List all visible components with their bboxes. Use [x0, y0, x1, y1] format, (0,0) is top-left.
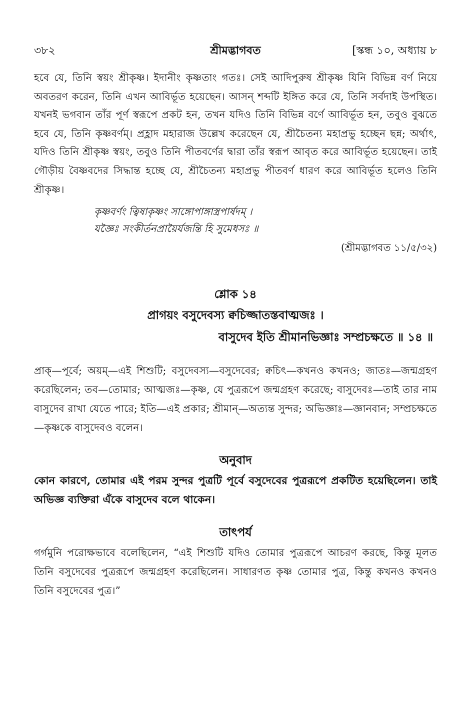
quoted-verse-line-1: কৃষ্ণবর্ণং ত্বিষাকৃষ্ণং সাঙ্গোপাঙ্গাস্ত্রপার্ষদম্ ।: [94, 207, 253, 219]
purport-heading: তাৎপর্য: [219, 525, 252, 540]
page-body: [34, 70, 437, 611]
quoted-verse: [94, 204, 437, 238]
translation-text: কোন কারণে, তোমার এই পরম সুন্দর পুত্রটি পূর্বে বসুদেবের পুত্ররূপে প্রকটিত হয়েছিলেন। তাই অভিজ্ঞ ব্যক্তিরা এঁকে বাসুদেব বলে থাকেন।: [34, 475, 437, 507]
page-header: [34, 42, 437, 62]
page-number: ৩৮২: [34, 44, 56, 57]
sloka-line-2: বাসুদেব ইতি শ্রীমানভিজ্ঞাঃ সম্প্রচক্ষতে ॥ ১৪ ॥: [218, 330, 433, 345]
quoted-verse-line-2: যজ্ঞৈঃ সংকীর্তনপ্রায়ৈর্যজন্তি হি সুমেধসঃ ॥: [94, 224, 259, 236]
chapter-reference: [স্কন্ধ ১০, অধ্যায় ৮: [352, 44, 437, 57]
sloka-heading: শ্লোক ১৪: [214, 287, 257, 302]
translation-heading: অনুবাদ: [219, 453, 252, 468]
intro-paragraph: হবে যে, তিনি স্বয়ং শ্রীকৃষ্ণ। ইদানীং কৃষ্ণতাং গতঃ। সেই আদিপুরুষ শ্রীকৃষ্ণ যিনি বিভিন্ন বর্ণ নিয়ে অবতরণ করেন, তিনি এখন আবির্ভূত হয়েছেন। আসন্ শব্দটি ইঙ্গিত করে যে, তিনি সর্বদাই উপস্থিত। যখনই ভগবান তাঁর পূর্ণ স্বরূপে প্রকট হন, তখন যদিও তিনি বিভিন্ন বর্ণে আবির্ভূত হন, তবুও বুঝতে হবে যে, তিনি কৃষ্ণবর্ণম্। প্রহ্লাদ মহারাজ উল্লেখ করেছেন যে, শ্রীচৈতন্য মহাপ্রভু হচ্ছেন ছন্ন; অর্থাৎ, যদিও তিনি শ্রীকৃষ্ণ স্বয়ং, তবুও তিনি পীতবর্ণের দ্বারা তাঁর স্বরূপ আবৃত করে আবির্ভূত হয়েছেন। তাই গৌড়ীয় বৈষ্ণবদের সিদ্ধান্ত হচ্ছে যে, শ্রীচৈতন্য মহাপ্রভু পীতবর্ণ ধারণ করে আবির্ভূত হলেও তিনি শ্রীকৃষ্ণ।: [34, 73, 437, 196]
quote-source: (শ্রীমদ্ভাগবত ১১/৫/৩২): [340, 243, 437, 255]
purport-text: গর্গমুনি পরোক্ষভাবে বলেছিলেন, “এই শিশুটি যদিও তোমার পুত্ররূপে আচরণ করছে, কিন্তু মূলত তিনি বসুদেবের পুত্ররূপে জন্মগ্রহণ করেছিলেন। সাধারণত কৃষ্ণ তোমার পুত্র, কিন্তু কখনও কখনও তিনি বসুদেবের পুত্র।”: [34, 548, 437, 598]
synonyms-paragraph: প্রাক্—পূর্বে; অয়ম্—এই শিশুটি; বসুদেবস্য—বসুদেবের; ক্বচিৎ—কখনও কখনও; জাতঃ—জন্মগ্রহণ করেছিলেন; তব—তোমার; আত্মজঃ—কৃষ্ণ, যে পুত্ররূপে জন্মগ্রহণ করেছে; বাসুদেবঃ—তাই তার নাম বাসুদেব রাখা যেতে পারে; ইতি—এই প্রকার; শ্রীমান্—অত্যন্ত সুন্দর; অভিজ্ঞাঃ—জ্ঞানবান; সম্প্রচক্ষতে—কৃষ্ণকে বাসুদেবও বলেন।: [34, 366, 437, 435]
sloka-line-1: প্রাগয়ং বসুদেবস্য ক্বচিজ্জাতস্তবাত্মজঃ ।: [147, 308, 324, 323]
book-title: শ্রীমদ্ভাগবত: [210, 44, 261, 57]
